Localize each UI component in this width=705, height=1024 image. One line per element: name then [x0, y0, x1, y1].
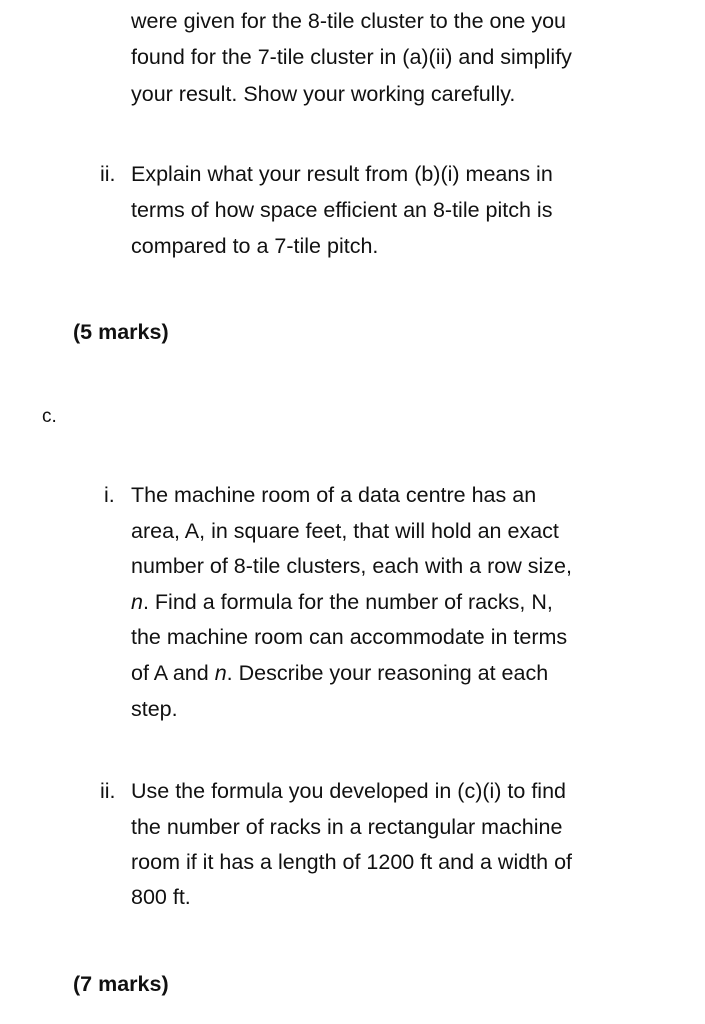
variable-n: n: [131, 590, 143, 614]
continued-line-1: were given for the 8-tile cluster to the one you: [131, 9, 567, 33]
part-b-ii-line-1: Explain what your result from (b)(i) means in: [131, 162, 553, 186]
continued-line-2: found for the 7-tile cluster in (a)(ii) and simplify: [131, 45, 572, 69]
part-c-ii-line-2: the number of racks in a rectangular machine: [131, 815, 563, 839]
part-c-ii-line-1: Use the formula you developed in (c)(i) to find: [131, 779, 566, 803]
part-c-i-line-6: [131, 660, 548, 686]
part-c-i-line-6-after: . Describe your reasoning at each: [226, 661, 549, 685]
part-b-marks: (5 marks): [73, 320, 169, 344]
part-c-i-line-4: [131, 589, 553, 615]
continued-line-3: your result. Show your working carefully.: [131, 82, 516, 106]
part-c-ii-line-3: room if it has a length of 1200 ft and a width of: [131, 850, 573, 874]
part-c-i-line-6-before: of A and: [131, 661, 215, 685]
part-c-i-line-5: the machine room can accommodate in terms: [131, 625, 568, 649]
part-c-i-line-4-rest: . Find a formula for the number of racks, N,: [142, 590, 553, 614]
part-c-marks: (7 marks): [73, 972, 169, 996]
part-c-i-line-3: number of 8-tile clusters, each with a row size,: [131, 554, 572, 578]
part-c-i-line-1: The machine room of a data centre has an: [131, 483, 537, 507]
part-c-i-line-7: step.: [131, 697, 178, 721]
part-c-ii-line-4: 800 ft.: [131, 885, 191, 909]
part-c-i-line-2: area, A, in square feet, that will hold an exact: [131, 519, 559, 543]
variable-n: n: [214, 661, 227, 685]
part-b-ii-marker: ii.: [100, 162, 116, 186]
part-b-ii-line-2: terms of how space efficient an 8-tile pitch is: [131, 198, 553, 222]
section-c-label: c.: [42, 406, 57, 427]
part-c-ii-marker: ii.: [100, 779, 116, 803]
part-c-i-marker: i.: [104, 483, 115, 507]
part-b-ii-line-3: compared to a 7-tile pitch.: [131, 234, 379, 258]
